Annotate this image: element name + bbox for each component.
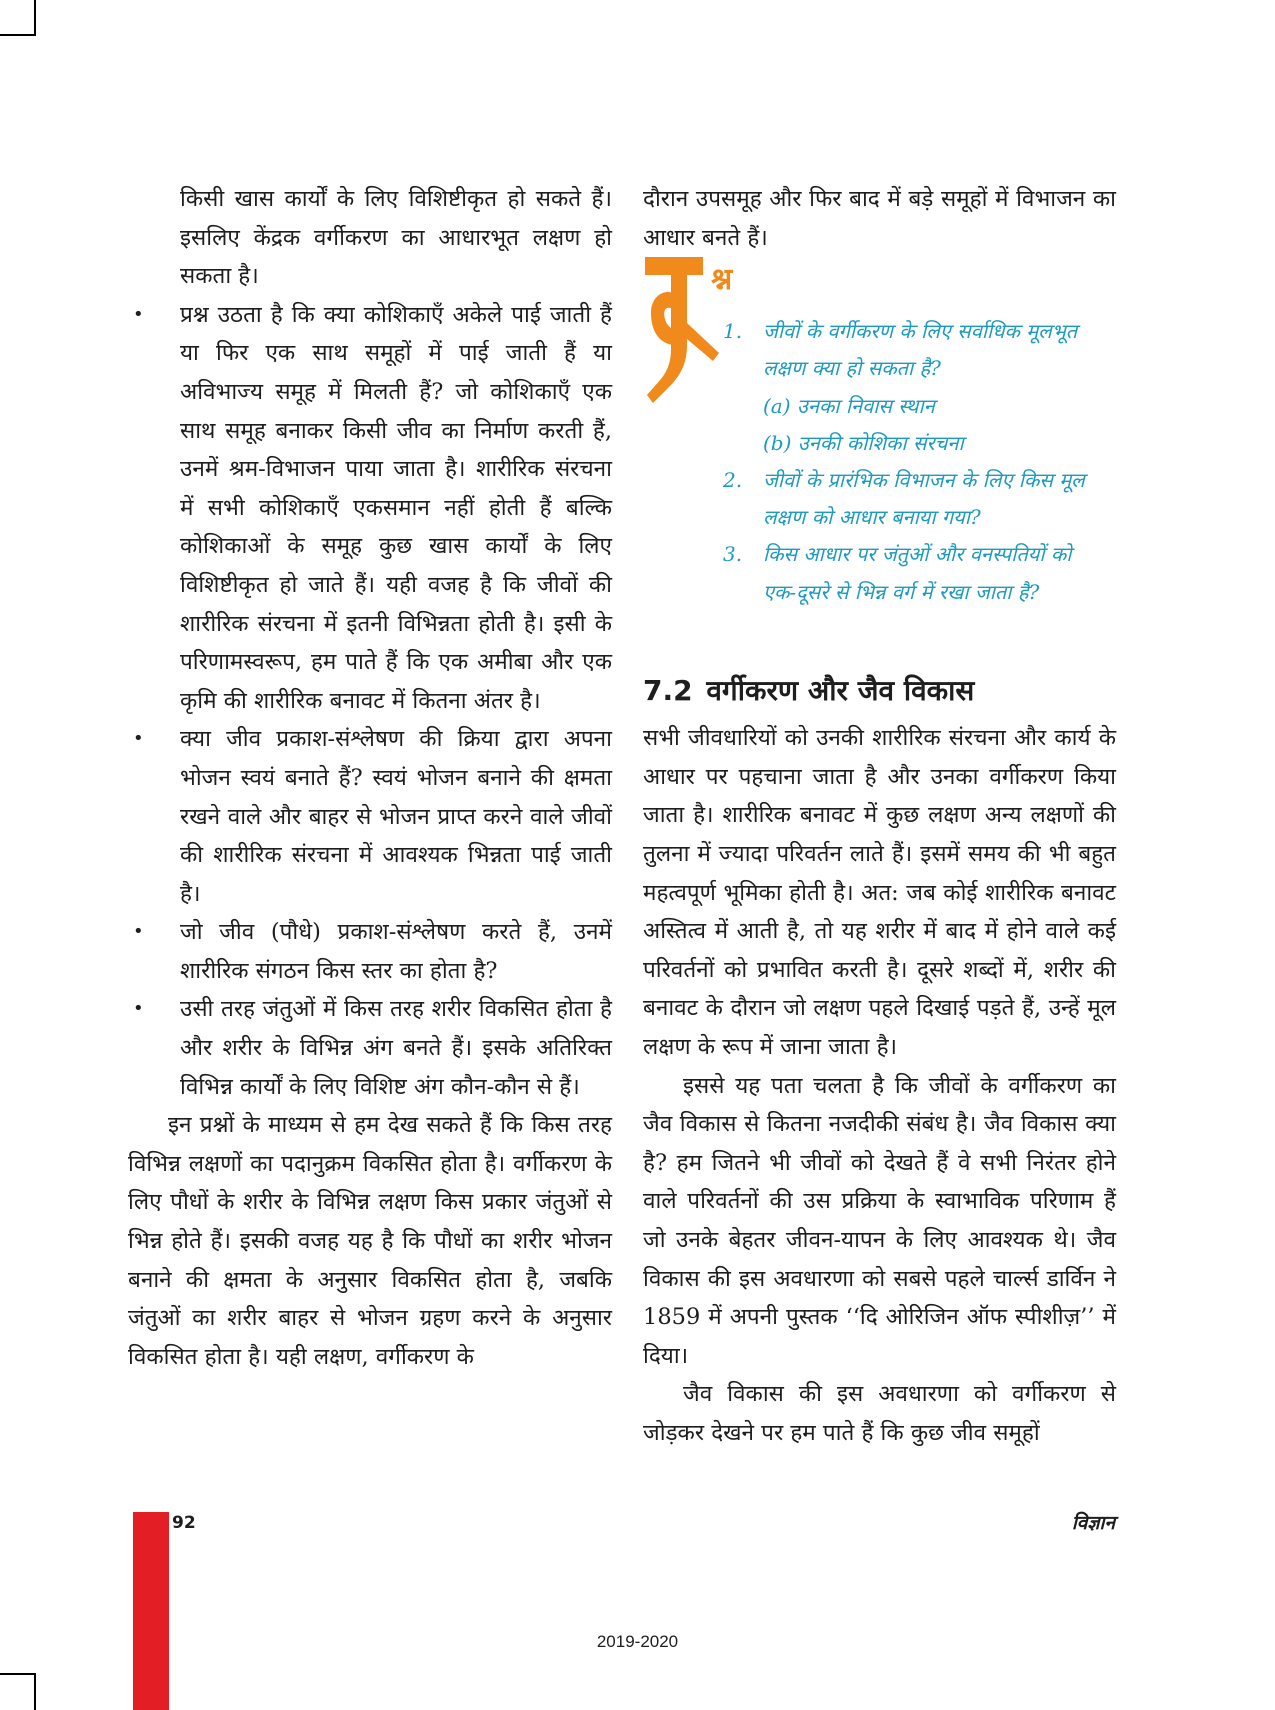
question-number: 2. [723,468,743,492]
section-title: वर्गीकरण और जैव विकास [706,674,975,708]
bullet-text: जो जीव (पौधे) प्रकाश-संश्लेषण करते हैं, उनमें शारीरिक संगठन किस स्तर का होता है? [180,919,612,984]
body-paragraph: जैव विकास की इस अवधारणा को वर्गीकरण से जोड़कर देखने पर हम पाते हैं कि कुछ जीव समूहों [643,1381,1116,1446]
question-text: जीवों के वर्गीकरण के लिए सर्वाधिक मूलभूत लक्षण क्या हो सकता है? [763,319,1078,381]
section-number: 7.2 [643,674,693,708]
bullet-text: प्रश्न उठता है कि क्या कोशिकाएँ अकेले पाई जाती हैं या फिर एक साथ समूहों में पाई जाती हैं या अविभाज्य समूह में मिलती हैं? जो कोशिकाएँ एक साथ समूह बनाकर किसी जीव का निर्माण करती हैं, उनमें श्रम-विभाजन पाया जाता है। शारीरिक संरचना में सभी कोशिकाएँ एकसमान नहीं होती हैं बल्कि कोशिकाओं के समूह कुछ खास कार्यों के लिए विशिष्टीकृत हो जाते हैं। यही वजह है कि जीवों की शारीरिक संरचना में इतनी विभिन्नता होती है। इसी के परिणामस्वरूप, हम पाते हैं कि एक अमीबा और एक कृमि की शारीरिक बनावट में कितना अंतर है। [180,301,612,714]
crop-mark-bottom-h [0,1673,36,1675]
question-option: (a) उनका निवास स्थान [763,393,935,418]
subject-label: विज्ञान [1071,1512,1115,1534]
question-number: 1. [723,319,743,344]
bullet-list [128,296,612,1106]
question-list [723,313,1103,611]
question-text: जीवों के प्रारंभिक विभाजन के लिए किस मूल लक्षण को आधार बनाया गया? [763,468,1085,530]
continuation-paragraph: दौरान उपसमूह और फिर बाद में बड़े समूहों में विभाजन का आधार बनते हैं। [643,186,1116,251]
bullet-item [128,913,612,990]
page-number: 92 [172,1513,196,1533]
body-paragraph: इससे यह पता चलता है कि जीवों के वर्गीकरण का जैव विकास से कितना नजदीकी संबंध है। जैव विकास क्या है? हम जितने भी जीवों को देखते हैं वे सभी निरंतर होने वाले परिवर्तनों की उस प्रक्रिया के स्वाभाविक परिणाम हैं जो उनके बेहतर जीवन-यापन के लिए आवश्यक थे। जैव विकास की इस अवधारणा को सबसे पहले चार्ल्स डार्विन ने 1859 में अपनी पुस्तक ‘‘दि ओरिजिन ऑफ स्पीशीज़’’ में दिया। [643,1072,1116,1369]
crop-mark-bottom-v [34,1673,36,1710]
intro-paragraph: किसी खास कार्यों के लिए विशिष्टीकृत हो सकते हैं। इसलिए केंद्रक वर्गीकरण का आधारभूत लक्षण हो सकता है। [180,186,612,290]
bullet-text: क्या जीव प्रकाश-संश्लेषण की क्रिया द्वारा अपना भोजन स्वयं बनाते हैं? स्वयं भोजन बनाने की क्षमता रखने वाले और बाहर से भोजन प्राप्त करने वाले जीवों की शारीरिक संरचना में आवश्यक भिन्नता पाई जाती है। [180,726,612,907]
question-item [723,462,1103,536]
right-column [643,180,1116,1452]
bullet-icon: • [133,303,144,325]
bullet-icon: • [133,998,144,1020]
question-item [723,313,1103,387]
bullet-icon: • [133,728,144,750]
bullet-item [128,296,612,721]
question-heading-logo [643,253,721,403]
year-label: 2019-2020 [596,1632,679,1651]
left-column [128,180,612,1376]
question-text: किस आधार पर जंतुओं और वनस्पतियों को एक-दूसरे से भिन्न वर्ग में रखा जाता है? [763,542,1072,604]
crop-mark-top-h [0,34,36,36]
question-item [723,536,1103,610]
questions-box [643,262,1116,651]
bullet-text: उसी तरह जंतुओं में किस तरह शरीर विकसित होता है और शरीर के विभिन्न अंग बनते हैं। इसके अतिरिक्त विभिन्न कार्यों के लिए विशिष्ट अंग कौन-कौन से हैं। [180,996,612,1100]
body-paragraph: सभी जीवधारियों को उनकी शारीरिक संरचना और कार्य के आधार पर पहचाना जाता है और उनका वर्गीकरण किया जाता है। शारीरिक बनावट में कुछ लक्षण अन्य लक्षणों की तुलना में ज्यादा परिवर्तन लाते हैं। इसमें समय की भी बहुत महत्वपूर्ण भूमिका होती है। अत: जब कोई शारीरिक बनावट अस्तित्व में आती है, तो यह शरीर में बाद में होने वाले कई परिवर्तनों को प्रभावित करती है। दूसरे शब्दों में, शरीर की बनावट के दौरान जो लक्षण पहले दिखाई पड़ते हैं, उन्हें मूल लक्षण के रूप में जाना जाता है। [643,725,1116,1060]
crop-mark-top-v [34,0,36,36]
page-edge-bar [133,1512,169,1710]
question-heading-suffix: श्न [711,262,733,298]
bullet-item [128,720,612,913]
closing-paragraph: इन प्रश्नों के माध्यम से हम देख सकते हैं कि किस तरह विभिन्न लक्षणों का पदानुक्रम विकसित होता है। वर्गीकरण के लिए पौधों के शरीर के विभिन्न लक्षण किस प्रकार जंतुओं से भिन्न होते हैं। इसकी वजह यह है कि पौधों का शरीर भोजन बनाने की क्षमता के अनुसार विकसित होता है, जबकि जंतुओं का शरीर बाहर से भोजन ग्रहण करने के अनुसार विकसित होता है। यही लक्षण, वर्गीकरण के [128,1112,612,1370]
section-heading [643,669,1116,713]
question-number: 3. [723,542,743,567]
bullet-icon: • [133,921,144,943]
bullet-item [128,990,612,1106]
question-option: (b) उनकी कोशिका संरचना [763,430,964,455]
